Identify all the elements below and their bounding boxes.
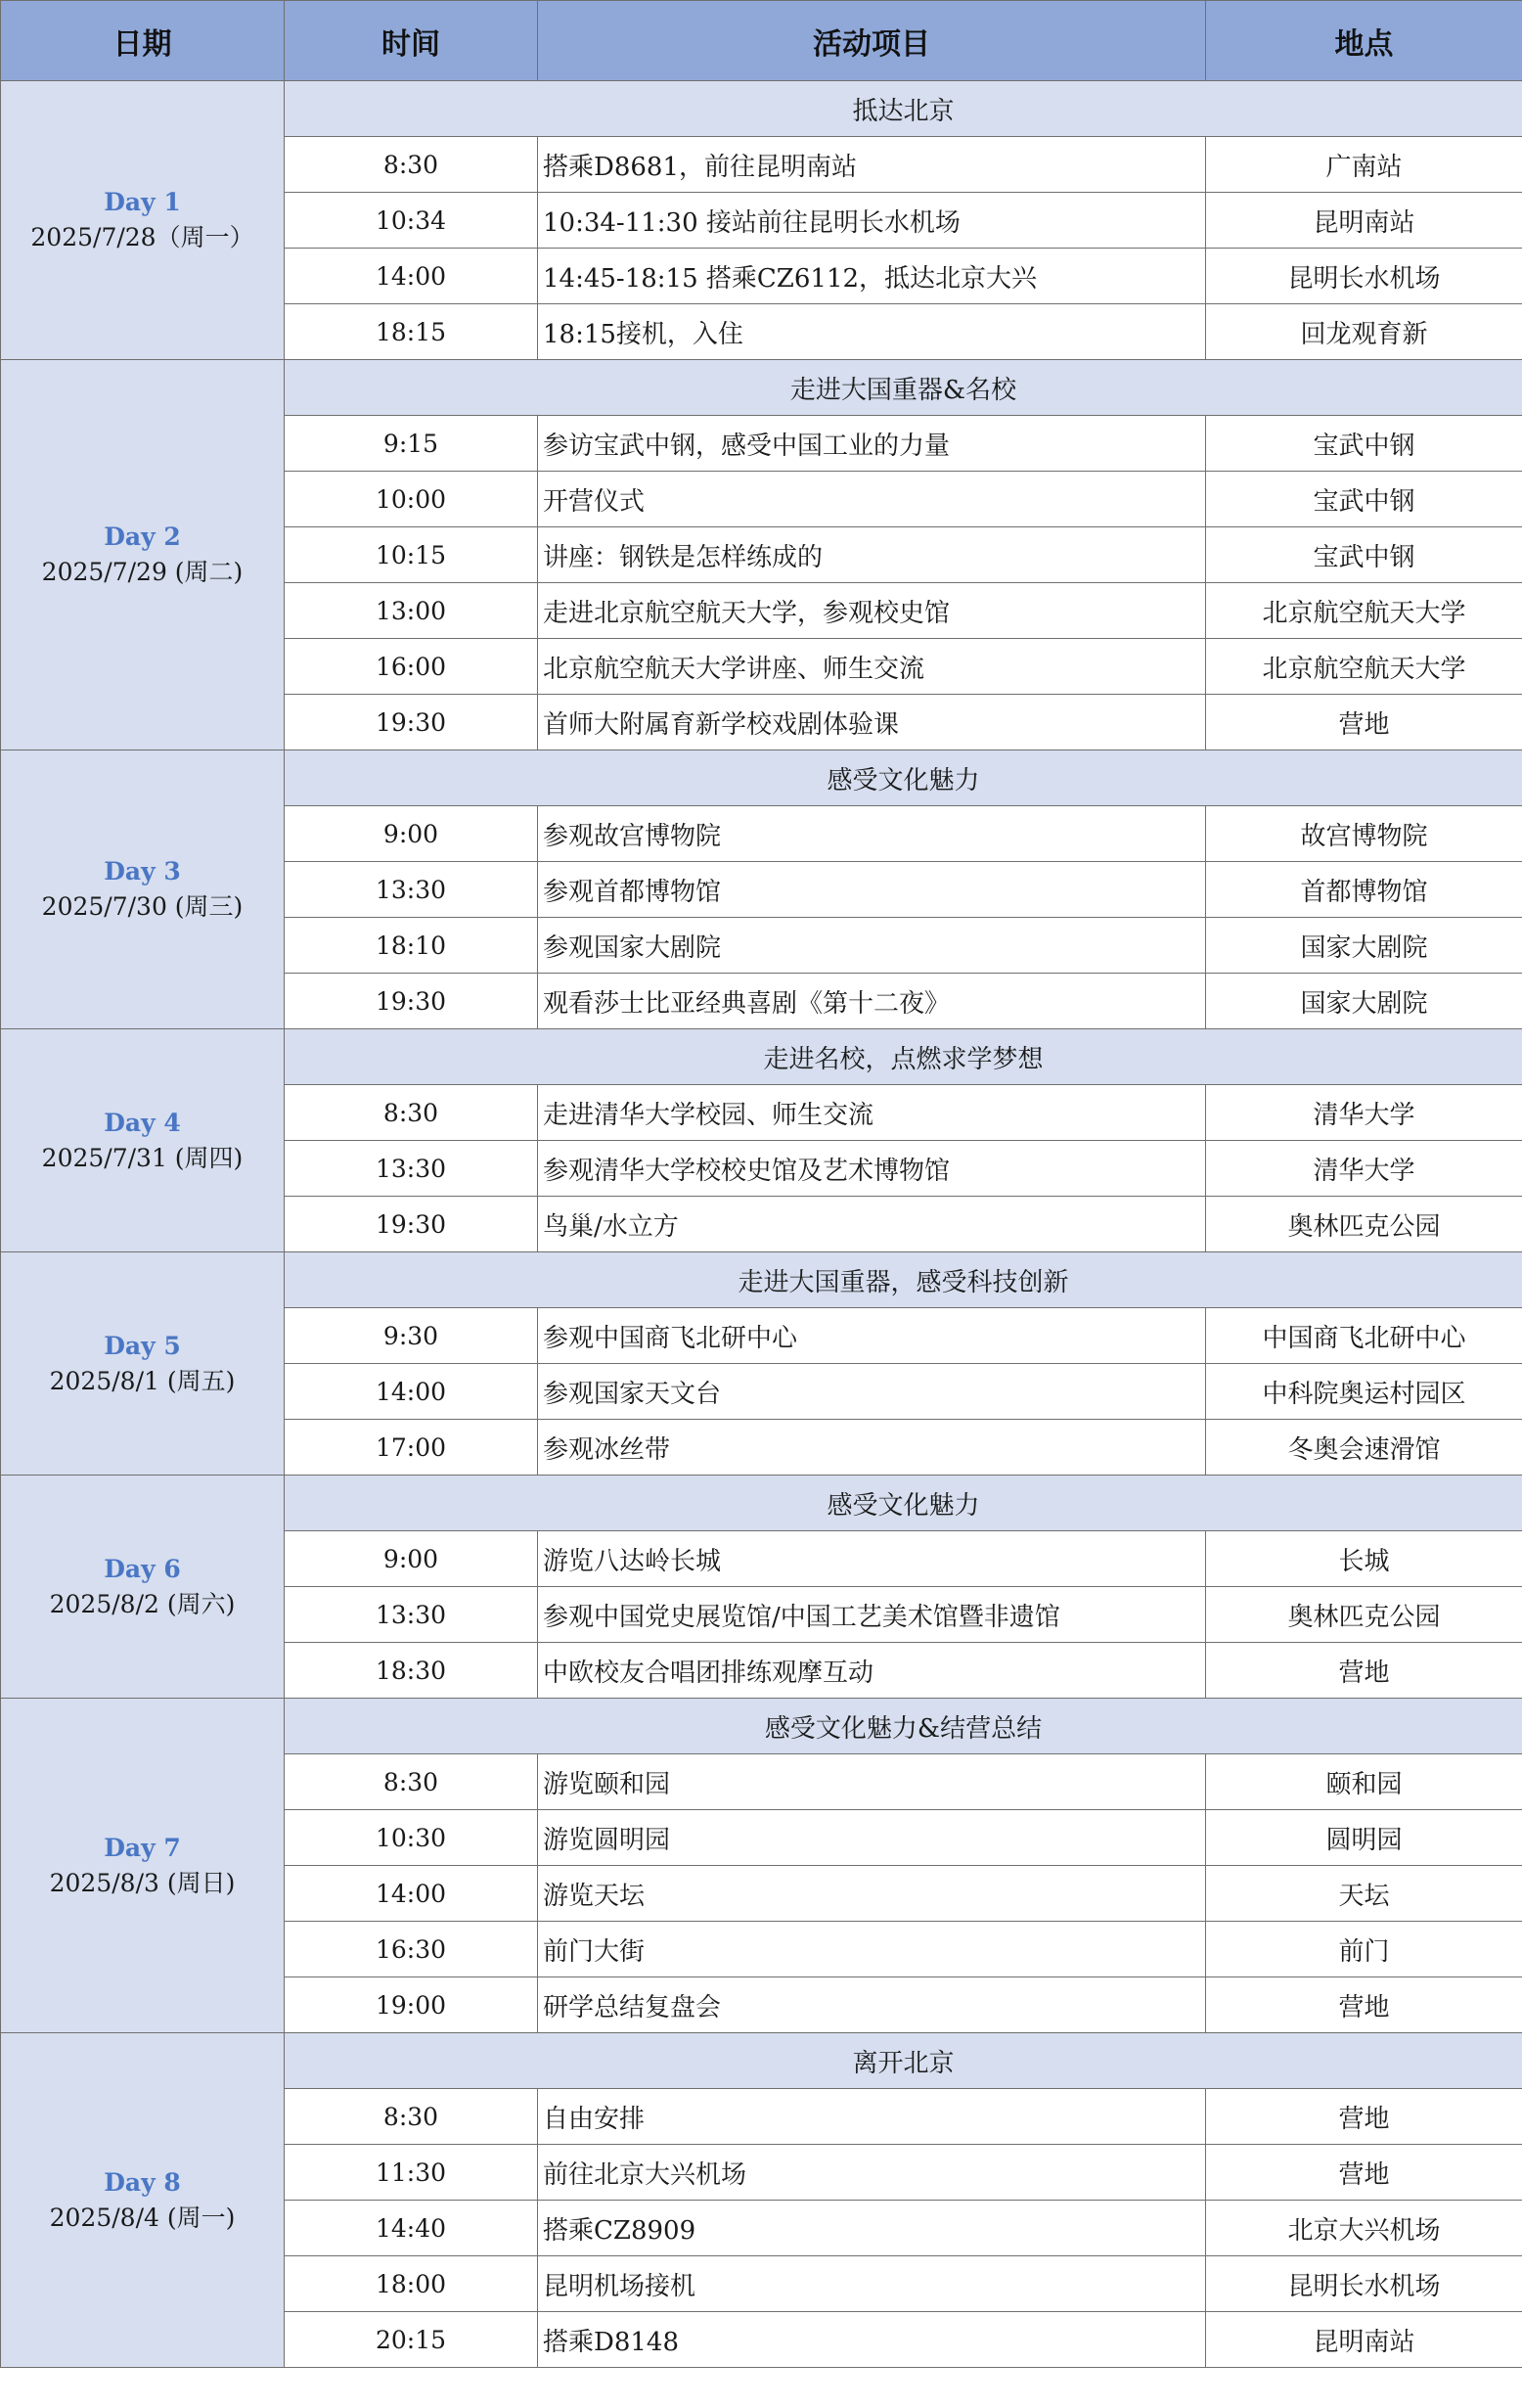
time-cell: 9:30 (285, 1308, 538, 1364)
location-cell: 营地 (1206, 2145, 1522, 2201)
activity-cell: 鸟巢/水立方 (538, 1197, 1206, 1252)
time-cell: 13:30 (285, 862, 538, 918)
day-theme: 走进名校，点燃求学梦想 (285, 1029, 1522, 1085)
time-cell: 8:30 (285, 137, 538, 193)
activity-cell: 前门大街 (538, 1922, 1206, 1977)
location-cell: 北京航空航天大学 (1206, 639, 1522, 695)
activity-cell: 参观冰丝带 (538, 1420, 1206, 1476)
location-cell: 北京大兴机场 (1206, 2201, 1522, 2256)
day-date-cell (1, 81, 285, 360)
header-activity: 活动项目 (538, 1, 1206, 81)
time-cell: 18:15 (285, 304, 538, 360)
activity-cell: 搭乘CZ8909 (538, 2201, 1206, 2256)
day-theme: 感受文化魅力&结营总结 (285, 1699, 1522, 1754)
day-theme: 走进大国重器，感受科技创新 (285, 1252, 1522, 1308)
activity-cell: 讲座：钢铁是怎样练成的 (538, 527, 1206, 583)
activity-cell: 搭乘D8148 (538, 2312, 1206, 2368)
day-date-cell (1, 1029, 285, 1252)
day-theme: 走进大国重器&名校 (285, 360, 1522, 416)
location-cell: 颐和园 (1206, 1754, 1522, 1810)
time-cell: 14:40 (285, 2201, 538, 2256)
location-cell: 昆明南站 (1206, 193, 1522, 249)
location-cell: 圆明园 (1206, 1810, 1522, 1866)
day-date: 2025/8/1 (周五) (49, 1366, 236, 1395)
location-cell: 宝武中钢 (1206, 472, 1522, 527)
time-cell: 9:15 (285, 416, 538, 472)
location-cell: 营地 (1206, 1643, 1522, 1699)
day-label: Day 1 (104, 188, 181, 216)
activity-cell: 游览圆明园 (538, 1810, 1206, 1866)
location-cell: 天坛 (1206, 1866, 1522, 1922)
location-cell: 中国商飞北研中心 (1206, 1308, 1522, 1364)
activity-cell: 参观首都博物馆 (538, 862, 1206, 918)
time-cell: 18:10 (285, 918, 538, 974)
location-cell: 营地 (1206, 1977, 1522, 2033)
activity-cell: 游览八达岭长城 (538, 1531, 1206, 1587)
location-cell: 中科院奥运村园区 (1206, 1364, 1522, 1420)
activity-cell: 观看莎士比亚经典喜剧《第十二夜》 (538, 974, 1206, 1029)
day-date-cell (1, 1252, 285, 1476)
day-date: 2025/7/30 (周三) (41, 892, 244, 921)
time-cell: 10:00 (285, 472, 538, 527)
time-cell: 18:30 (285, 1643, 538, 1699)
activity-cell: 前往北京大兴机场 (538, 2145, 1206, 2201)
time-cell: 14:00 (285, 1866, 538, 1922)
time-cell: 14:00 (285, 249, 538, 304)
day-theme-row (1, 2033, 1522, 2089)
day-date-cell (1, 750, 285, 1029)
location-cell: 奥林匹克公园 (1206, 1197, 1522, 1252)
location-cell: 长城 (1206, 1531, 1522, 1587)
header-date: 日期 (1, 1, 285, 81)
day-theme: 感受文化魅力 (285, 1476, 1522, 1531)
day-label: Day 2 (104, 522, 181, 551)
time-cell: 19:30 (285, 974, 538, 1029)
location-cell: 前门 (1206, 1922, 1522, 1977)
table-header (1, 1, 1522, 81)
location-cell: 国家大剧院 (1206, 918, 1522, 974)
location-cell: 昆明长水机场 (1206, 2256, 1522, 2312)
day-label: Day 5 (104, 1331, 181, 1360)
location-cell: 营地 (1206, 2089, 1522, 2145)
time-cell: 8:30 (285, 1754, 538, 1810)
activity-cell: 首师大附属育新学校戏剧体验课 (538, 695, 1206, 750)
day-theme-row (1, 1029, 1522, 1085)
time-cell: 10:34 (285, 193, 538, 249)
day-theme-row (1, 1252, 1522, 1308)
time-cell: 16:00 (285, 639, 538, 695)
activity-cell: 参观清华大学校校史馆及艺术博物馆 (538, 1141, 1206, 1197)
day-theme-row (1, 1476, 1522, 1531)
activity-cell: 游览天坛 (538, 1866, 1206, 1922)
time-cell: 10:15 (285, 527, 538, 583)
time-cell: 19:00 (285, 1977, 538, 2033)
activity-cell: 研学总结复盘会 (538, 1977, 1206, 2033)
day-date-cell (1, 1476, 285, 1699)
activity-cell: 10:34-11:30 接站前往昆明长水机场 (538, 193, 1206, 249)
activity-cell: 参观国家大剧院 (538, 918, 1206, 974)
day-theme-row (1, 750, 1522, 806)
day-theme-row (1, 1699, 1522, 1754)
time-cell: 19:30 (285, 695, 538, 750)
day-label: Day 4 (104, 1108, 181, 1137)
activity-cell: 参观中国党史展览馆/中国工艺美术馆暨非遗馆 (538, 1587, 1206, 1643)
activity-cell: 参访宝武中钢，感受中国工业的力量 (538, 416, 1206, 472)
day-theme: 离开北京 (285, 2033, 1522, 2089)
time-cell: 13:30 (285, 1587, 538, 1643)
location-cell: 清华大学 (1206, 1141, 1522, 1197)
activity-cell: 走进北京航空航天大学，参观校史馆 (538, 583, 1206, 639)
day-date-cell (1, 2033, 285, 2368)
day-label: Day 8 (104, 2167, 181, 2197)
location-cell: 清华大学 (1206, 1085, 1522, 1141)
activity-cell: 中欧校友合唱团排练观摩互动 (538, 1643, 1206, 1699)
time-cell: 20:15 (285, 2312, 538, 2368)
time-cell: 9:00 (285, 806, 538, 862)
time-cell: 8:30 (285, 2089, 538, 2145)
day-date-cell (1, 360, 285, 750)
activity-cell: 走进清华大学校园、师生交流 (538, 1085, 1206, 1141)
day-date: 2025/7/29 (周二) (41, 558, 244, 586)
activity-cell: 自由安排 (538, 2089, 1206, 2145)
day-date: 2025/8/2 (周六) (49, 1589, 236, 1618)
time-cell: 9:00 (285, 1531, 538, 1587)
day-date: 2025/8/3 (周日) (49, 1868, 236, 1897)
location-cell: 回龙观育新 (1206, 304, 1522, 360)
activity-cell: 北京航空航天大学讲座、师生交流 (538, 639, 1206, 695)
location-cell: 故宫博物院 (1206, 806, 1522, 862)
location-cell: 宝武中钢 (1206, 527, 1522, 583)
header-location: 地点 (1206, 1, 1522, 81)
time-cell: 18:00 (285, 2256, 538, 2312)
activity-cell: 开营仪式 (538, 472, 1206, 527)
location-cell: 昆明长水机场 (1206, 249, 1522, 304)
day-date-cell (1, 1699, 285, 2033)
time-cell: 19:30 (285, 1197, 538, 1252)
activity-cell: 昆明机场接机 (538, 2256, 1206, 2312)
activity-cell: 参观国家天文台 (538, 1364, 1206, 1420)
time-cell: 13:30 (285, 1141, 538, 1197)
time-cell: 13:00 (285, 583, 538, 639)
location-cell: 北京航空航天大学 (1206, 583, 1522, 639)
day-date: 2025/7/31 (周四) (41, 1143, 244, 1172)
day-label: Day 3 (104, 857, 181, 886)
location-cell: 营地 (1206, 695, 1522, 750)
location-cell: 首都博物馆 (1206, 862, 1522, 918)
activity-cell: 搭乘D8681，前往昆明南站 (538, 137, 1206, 193)
location-cell: 冬奥会速滑馆 (1206, 1420, 1522, 1476)
time-cell: 11:30 (285, 2145, 538, 2201)
day-label: Day 6 (104, 1554, 181, 1583)
time-cell: 14:00 (285, 1364, 538, 1420)
time-cell: 17:00 (285, 1420, 538, 1476)
activity-cell: 14:45-18:15 搭乘CZ6112，抵达北京大兴 (538, 249, 1206, 304)
schedule-body (1, 81, 1522, 2368)
time-cell: 10:30 (285, 1810, 538, 1866)
location-cell: 国家大剧院 (1206, 974, 1522, 1029)
activity-cell: 游览颐和园 (538, 1754, 1206, 1810)
location-cell: 昆明南站 (1206, 2312, 1522, 2368)
location-cell: 宝武中钢 (1206, 416, 1522, 472)
day-theme-row (1, 81, 1522, 137)
time-cell: 16:30 (285, 1922, 538, 1977)
activity-cell: 18:15接机，入住 (538, 304, 1206, 360)
location-cell: 广南站 (1206, 137, 1522, 193)
day-date: 2025/8/4 (周一) (49, 2203, 236, 2232)
time-cell: 8:30 (285, 1085, 538, 1141)
day-theme-row (1, 360, 1522, 416)
activity-cell: 参观中国商飞北研中心 (538, 1308, 1206, 1364)
day-date: 2025/7/28（周一） (30, 223, 254, 251)
header-time: 时间 (285, 1, 538, 81)
activity-cell: 参观故宫博物院 (538, 806, 1206, 862)
day-theme: 感受文化魅力 (285, 750, 1522, 806)
location-cell: 奥林匹克公园 (1206, 1587, 1522, 1643)
day-theme: 抵达北京 (285, 81, 1522, 137)
day-label: Day 7 (104, 1833, 181, 1862)
